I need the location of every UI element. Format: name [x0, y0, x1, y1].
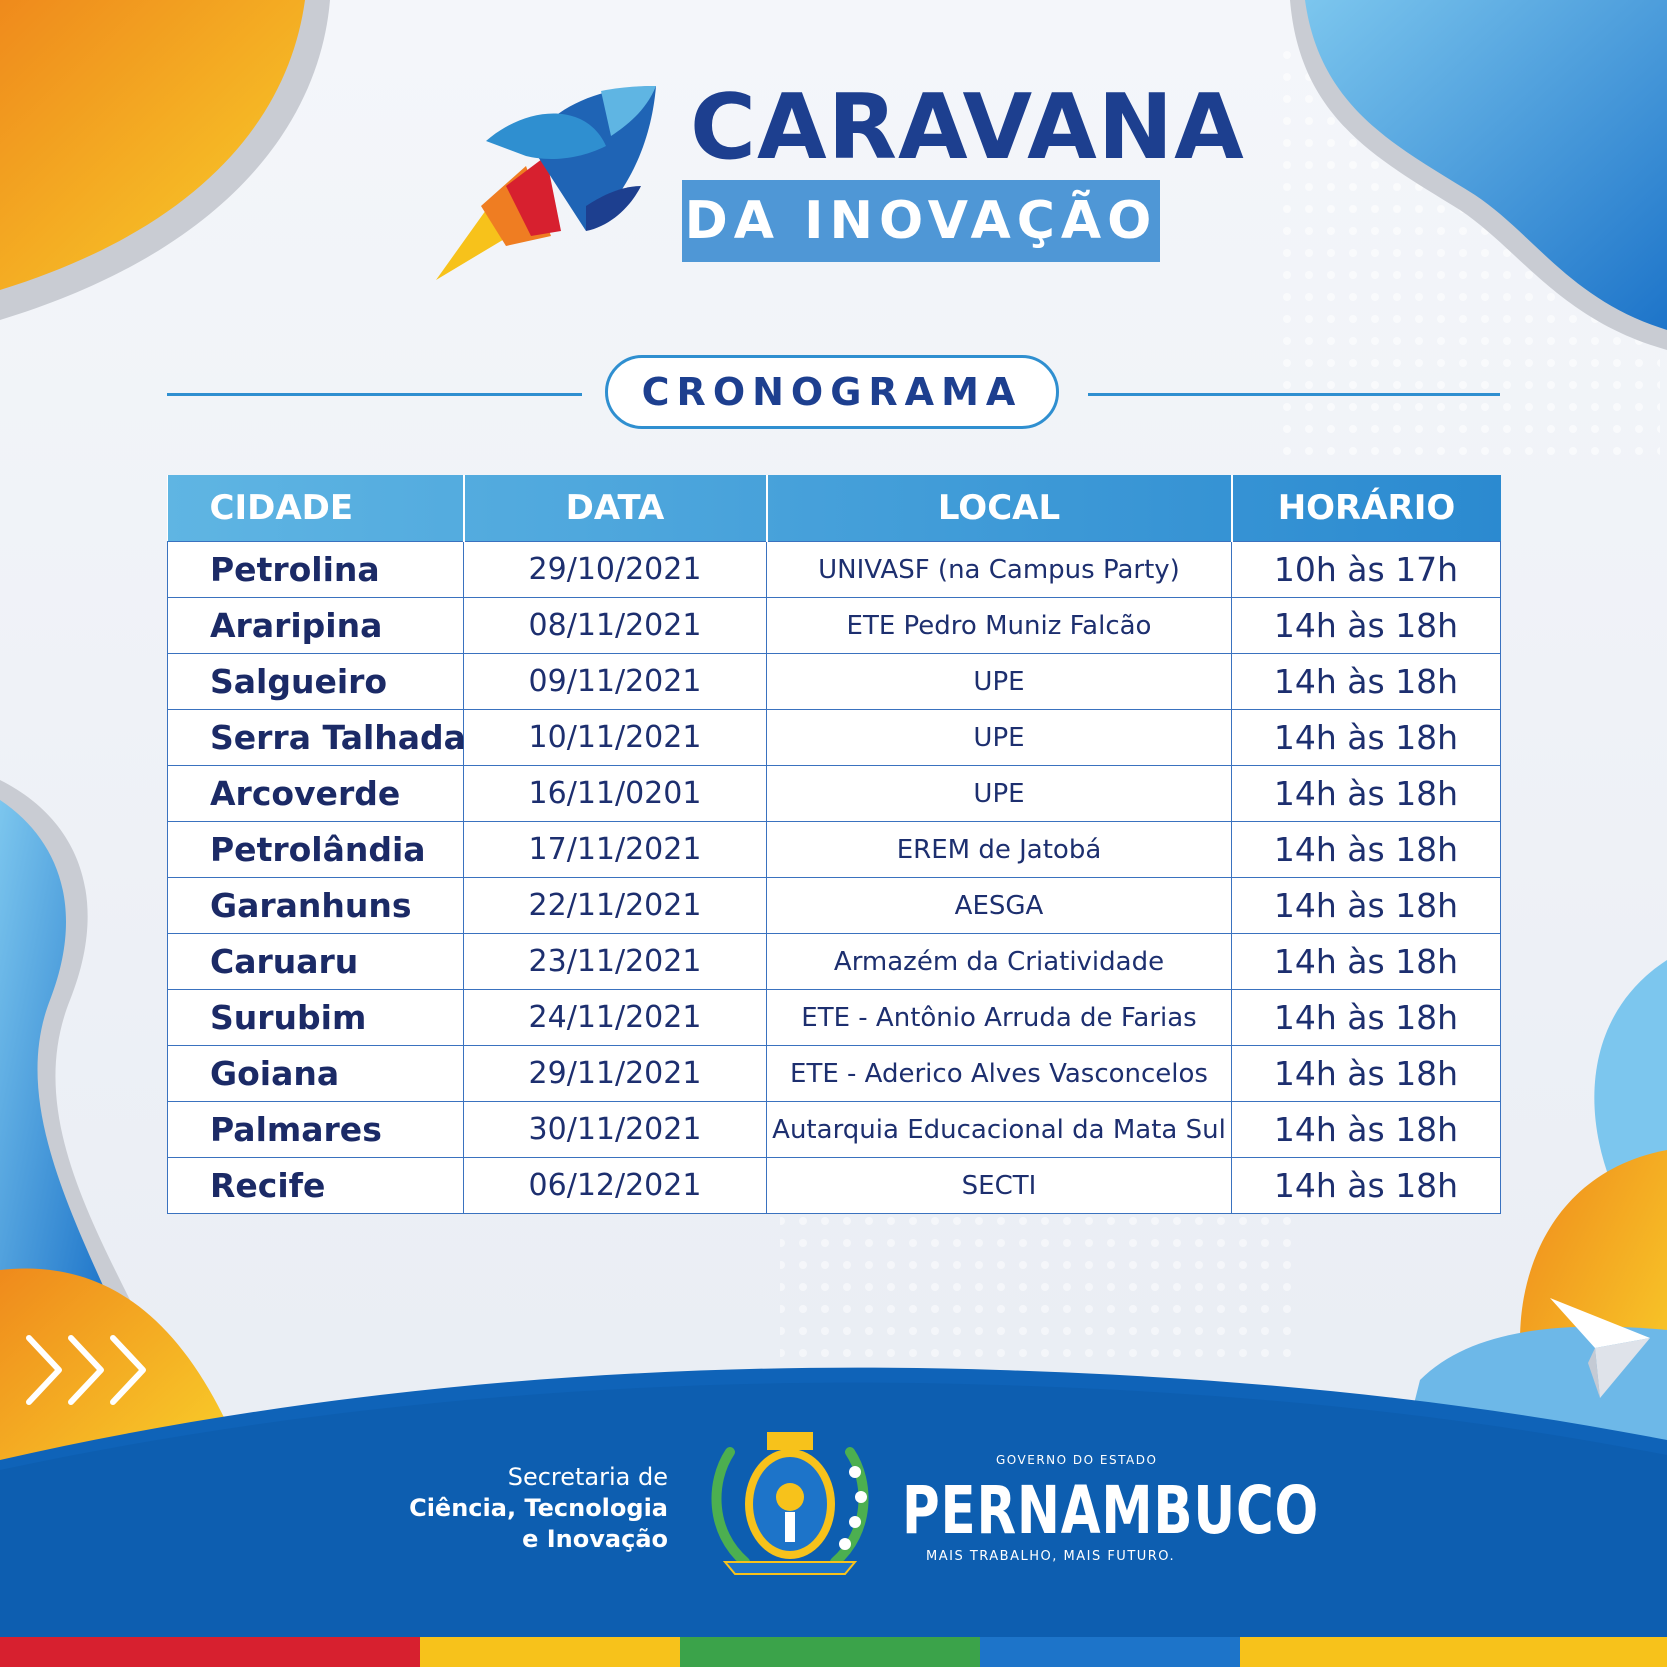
- secretariat-name: [370, 1462, 668, 1555]
- row-date: 08/11/2021: [464, 598, 767, 654]
- table-header-row: [168, 475, 1501, 542]
- header-date: DATA: [464, 475, 767, 542]
- row-time: 14h às 18h: [1232, 934, 1501, 990]
- row-city: Petrolina: [168, 542, 464, 598]
- row-date: 17/11/2021: [464, 822, 767, 878]
- row-time: 10h às 17h: [1232, 542, 1501, 598]
- row-time: 14h às 18h: [1232, 990, 1501, 1046]
- row-time: 14h às 18h: [1232, 598, 1501, 654]
- row-date: 24/11/2021: [464, 990, 767, 1046]
- row-date: 29/10/2021: [464, 542, 767, 598]
- row-date: 23/11/2021: [464, 934, 767, 990]
- row-place: Autarquia Educacional da Mata Sul: [767, 1102, 1232, 1158]
- divider-left: [167, 393, 582, 396]
- table-row: [168, 1046, 1501, 1102]
- rocket-logo-icon: [436, 86, 660, 282]
- state-coat-of-arms-icon: [705, 1422, 875, 1582]
- state-name: PERNAMBUCO: [902, 1472, 1320, 1549]
- event-title: CARAVANA: [690, 75, 1245, 180]
- section-label: CRONOGRAMA: [641, 370, 1023, 414]
- row-place: SECTI: [767, 1158, 1232, 1214]
- row-date: 30/11/2021: [464, 1102, 767, 1158]
- row-place: UNIVASF (na Campus Party): [767, 542, 1232, 598]
- row-city: Goiana: [168, 1046, 464, 1102]
- row-place: EREM de Jatobá: [767, 822, 1232, 878]
- row-time: 14h às 18h: [1232, 1046, 1501, 1102]
- row-date: 06/12/2021: [464, 1158, 767, 1214]
- row-place: UPE: [767, 654, 1232, 710]
- row-date: 10/11/2021: [464, 710, 767, 766]
- event-subtitle: DA INOVAÇÃO: [684, 191, 1158, 251]
- government-slogan: MAIS TRABALHO, MAIS FUTURO.: [926, 1549, 1176, 1564]
- row-place: UPE: [767, 710, 1232, 766]
- row-date: 29/11/2021: [464, 1046, 767, 1102]
- row-place: ETE - Aderico Alves Vasconcelos: [767, 1046, 1232, 1102]
- row-place: ETE Pedro Muniz Falcão: [767, 598, 1232, 654]
- table-row: [168, 822, 1501, 878]
- row-city: Araripina: [168, 598, 464, 654]
- table-row: [168, 710, 1501, 766]
- row-city: Palmares: [168, 1102, 464, 1158]
- row-city: Petrolândia: [168, 822, 464, 878]
- row-city: Caruaru: [168, 934, 464, 990]
- row-city: Serra Talhada: [168, 710, 464, 766]
- row-place: Armazém da Criatividade: [767, 934, 1232, 990]
- divider-right: [1088, 393, 1500, 396]
- table-row: [168, 1102, 1501, 1158]
- table-row: [168, 598, 1501, 654]
- section-label-pill: [605, 355, 1059, 429]
- government-label: GOVERNO DO ESTADO: [996, 1453, 1158, 1467]
- row-time: 14h às 18h: [1232, 822, 1501, 878]
- table-row: [168, 766, 1501, 822]
- row-city: Surubim: [168, 990, 464, 1046]
- table-row: [168, 878, 1501, 934]
- table-row: [168, 990, 1501, 1046]
- row-city: Arcoverde: [168, 766, 464, 822]
- row-date: 09/11/2021: [464, 654, 767, 710]
- row-place: UPE: [767, 766, 1232, 822]
- table-row: [168, 934, 1501, 990]
- row-time: 14h às 18h: [1232, 1102, 1501, 1158]
- row-time: 14h às 18h: [1232, 710, 1501, 766]
- row-time: 14h às 18h: [1232, 878, 1501, 934]
- event-subtitle-box: [682, 180, 1160, 262]
- row-place: AESGA: [767, 878, 1232, 934]
- row-time: 14h às 18h: [1232, 1158, 1501, 1214]
- header-time: HORÁRIO: [1232, 475, 1501, 542]
- schedule-table: [167, 475, 1501, 1214]
- table-row: [168, 542, 1501, 598]
- row-time: 14h às 18h: [1232, 766, 1501, 822]
- row-city: Recife: [168, 1158, 464, 1214]
- secretariat-line-2: Ciência, Tecnologia: [409, 1494, 668, 1522]
- row-city: Salgueiro: [168, 654, 464, 710]
- secretariat-line-3: e Inovação: [522, 1525, 668, 1553]
- header-city: CIDADE: [209, 488, 354, 528]
- table-row: [168, 654, 1501, 710]
- row-date: 16/11/0201: [464, 766, 767, 822]
- row-time: 14h às 18h: [1232, 654, 1501, 710]
- row-city: Garanhuns: [168, 878, 464, 934]
- row-date: 22/11/2021: [464, 878, 767, 934]
- header-place: LOCAL: [767, 475, 1232, 542]
- table-row: [168, 1158, 1501, 1214]
- chevrons-right-icon: [24, 1330, 154, 1410]
- paper-plane-icon: [1550, 1293, 1660, 1403]
- secretariat-line-1: Secretaria de: [507, 1463, 668, 1491]
- row-place: ETE - Antônio Arruda de Farias: [767, 990, 1232, 1046]
